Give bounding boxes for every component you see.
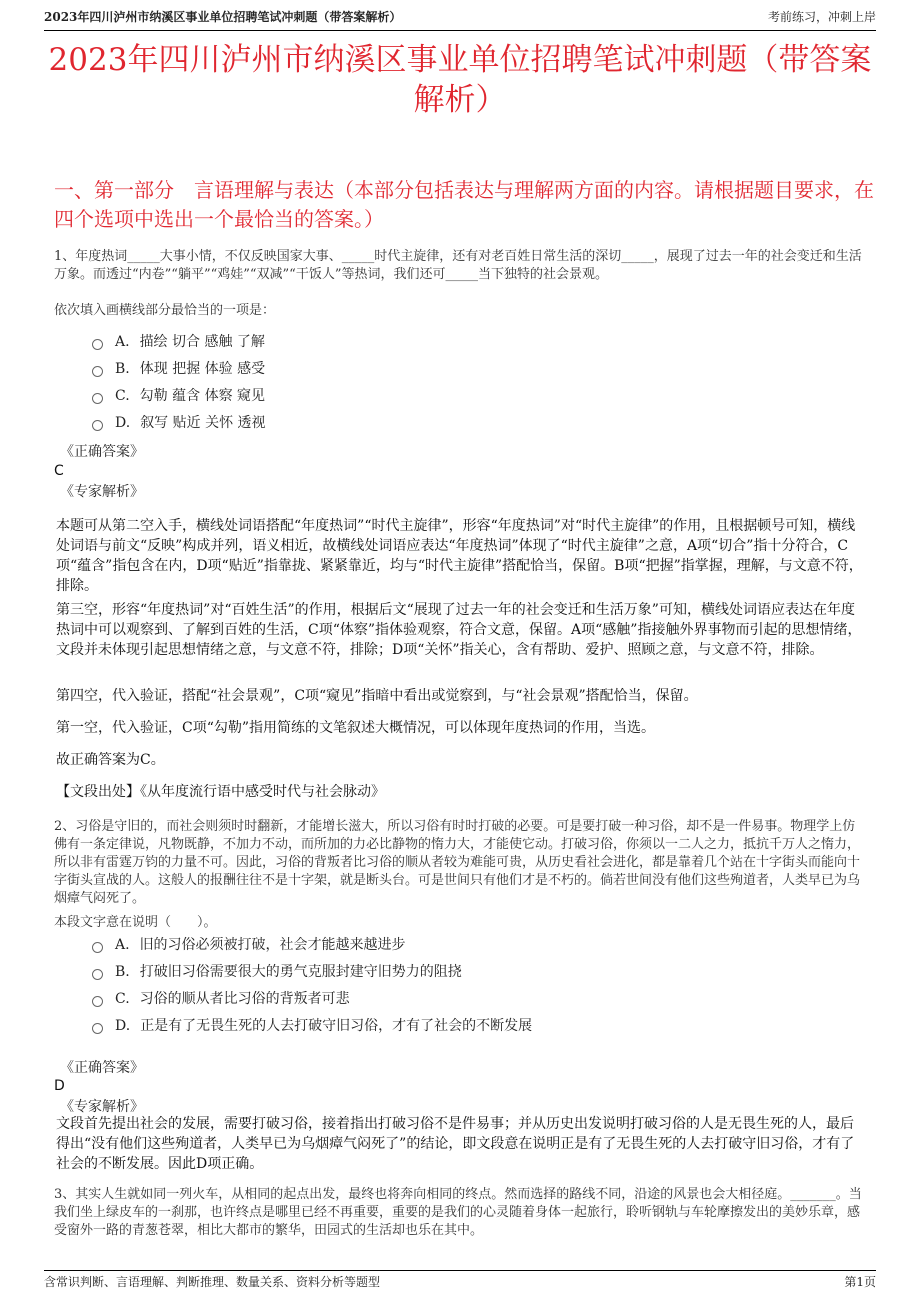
question-1-analysis-p3: 第四空，代入验证，搭配“社会景观”，C项“窥见”指暗中看出或觉察到，与“社会景观”搭配恰当，保留。 (56, 688, 698, 704)
option-key: D. (115, 1018, 131, 1034)
question-1-expert-label: 《专家解析》 (60, 484, 144, 500)
section-heading: 一、第一部分 言语理解与表达（本部分包括表达与理解两方面的内容。请根据题目要求，在四个选项中选出一个最恰当的答案。） (54, 178, 874, 231)
page-footer (44, 1270, 876, 1295)
option-text: 打破旧习俗需要很大的勇气克服封建守旧势力的阻挠 (139, 964, 462, 980)
question-2-stem: 2、习俗是守旧的，而社会则须时时翻新，才能增长滋大，所以习俗有时时打破的必要。可是要打破一种习俗，却不是一件易事。物理学上仿佛有一条定律说，凡物既静，不加力不动，而所加的力必比静物的惰力大，才能使它动。打破习俗，你须以一二人之力，抵抗千万人之惰力，所以非有雷霆万钧的力量不可。因此，习俗的背叛者比习俗的顺从者较为难能可贵，从历史看社会进化，都是靠着几个站在十字街头而能向十字街头宣战的人。这般人的报酬往往不是十字架，就是断头台。可是世间只有他们才是不朽的。倘若世间没有他们这些殉道者，人类早已为乌烟瘴气闷死了。 (54, 819, 861, 906)
radio-icon[interactable] (92, 366, 103, 377)
page-number: 第1页 (844, 1275, 876, 1289)
question-2-option-d[interactable] (92, 1016, 532, 1036)
question-1-analysis-p1: 本题可从第二空入手，横线处词语搭配“年度热词”“时代主旋律”，形容“年度热词”对“时代主旋律”的作用，且根据顿号可知，横线处词语与前文“反映”构成并列，语义相近，故横线处词语应表达“年度热词”体现了“时代主旋律”之意，A项“切合”指十分符合，C项“蕴含”指包含在内，D项“贴近”指靠拢、紧紧靠近，均与“时代主旋律”搭配恰当，保留。B项“把握”指掌握，理解，与文意不符，排除。 (56, 518, 863, 594)
radio-icon[interactable] (92, 420, 103, 431)
question-1-option-b[interactable] (92, 359, 265, 379)
question-2-option-b[interactable] (92, 962, 462, 982)
question-1-analysis-p5: 故正确答案为C。 (56, 752, 165, 768)
option-text: 叙写 贴近 关怀 透视 (140, 415, 266, 431)
question-1-answer-label: 《正确答案》 (60, 444, 144, 460)
question-1-answer: C (54, 463, 64, 479)
option-key: C. (115, 388, 130, 404)
question-2-instruction: 本段文字意在说明（ ）。 (54, 915, 217, 930)
option-text: 习俗的顺从者比习俗的背叛者可悲 (139, 991, 350, 1007)
question-2-expert-label: 《专家解析》 (60, 1099, 144, 1115)
question-1-stem: 1、年度热词_____大事小情，不仅反映国家大事、_____时代主旋律，还有对老百姓日常生活的深切_____，展现了过去一年的社会变迁和生活万象。而透过“内卷”“躺平”“鸡娃”“双减”“干饭人”等热词，我们还可_____当下独特的社会景观。 (54, 249, 862, 282)
option-text: 旧的习俗必须被打破，社会才能越来越进步 (139, 937, 406, 953)
radio-icon[interactable] (92, 393, 103, 404)
header-slogan: 考前练习，冲刺上岸 (767, 10, 876, 24)
question-2-option-a[interactable] (92, 935, 406, 955)
page-header (44, 6, 876, 31)
radio-icon[interactable] (92, 1023, 103, 1034)
option-key: A. (115, 937, 130, 953)
question-1-source: 【文段出处】《从年度流行语中感受时代与社会脉动》 (56, 784, 385, 800)
question-1-analysis-p4: 第一空，代入验证，C项“勾勒”指用简练的文笔叙述大概情况，可以体现年度热词的作用，当选。 (56, 720, 656, 736)
question-1-option-d[interactable] (92, 413, 266, 433)
question-2-option-c[interactable] (92, 989, 350, 1009)
option-text: 描绘 切合 感触 了解 (139, 334, 265, 350)
option-text: 正是有了无畏生死的人去打破守旧习俗，才有了社会的不断发展 (140, 1018, 533, 1034)
question-2-answer: D (54, 1078, 65, 1094)
option-text: 体现 把握 体验 感受 (139, 361, 266, 377)
question-2-analysis: 文段首先提出社会的发展，需要打破习俗，接着指出打破习俗不是件易事；并从历史出发说明打破习俗的人是无畏生死的人，最后得出“没有他们这些殉道者，人类早已为乌烟瘴气闷死了”的结论，即文段意在说明正是有了无畏生死的人去打破守旧习俗，才有了社会的不断发展。因此D项正确。 (56, 1116, 855, 1172)
footer-description: 含常识判断、言语理解、判断推理、数量关系、资料分析等题型 (44, 1275, 381, 1289)
question-1-analysis-p2: 第三空，形容“年度热词”对“百姓生活”的作用，根据后文“展现了过去一年的社会变迁和生活万象”可知，横线处词语应表达在年度热词中可以观察到、了解到百姓的生活，C项“体察”指体验观察，符合文意，保留。A项“感触”指接触外界事物而引起的思想情绪，文段并未体现引起思想情绪之意，与文意不符，排除；D项“关怀”指关心，含有帮助、爱护、照顾之意，与文意不符，排除。 (56, 602, 862, 658)
question-3-stem: 3、其实人生就如同一列火车，从相同的起点出发，最终也将奔向相同的终点。然而选择的路线不同，沿途的风景也会大相径庭。_______。当我们坐上绿皮车的一刹那，也许终点是哪里已经不再重要，重要的是我们的心灵随着身体一起旅行，聆听钢轨与车轮摩擦发出的美妙乐章，感受窗外一路的青葱苍翠，相比大都市的繁华，田园式的生活却也乐在其中。 (54, 1187, 862, 1238)
option-key: B. (115, 964, 130, 980)
option-key: A. (115, 334, 130, 350)
radio-icon[interactable] (92, 996, 103, 1007)
option-text: 勾勒 蕴含 体察 窥见 (139, 388, 266, 404)
question-1-option-a[interactable] (92, 332, 265, 352)
option-key: B. (115, 361, 130, 377)
radio-icon[interactable] (92, 942, 103, 953)
question-1-option-c[interactable] (92, 386, 265, 406)
option-key: C. (115, 991, 130, 1007)
header-doc-title: 2023年四川泸州市纳溪区事业单位招聘笔试冲刺题（带答案解析） (44, 10, 402, 24)
document-title: 2023年四川泸州市纳溪区事业单位招聘笔试冲刺题（带答案解析） (48, 42, 872, 118)
radio-icon[interactable] (92, 969, 103, 980)
option-key: D. (115, 415, 131, 431)
question-1-instruction: 依次填入画横线部分最恰当的一项是： (54, 303, 276, 318)
question-2-answer-label: 《正确答案》 (60, 1060, 144, 1076)
radio-icon[interactable] (92, 339, 103, 350)
